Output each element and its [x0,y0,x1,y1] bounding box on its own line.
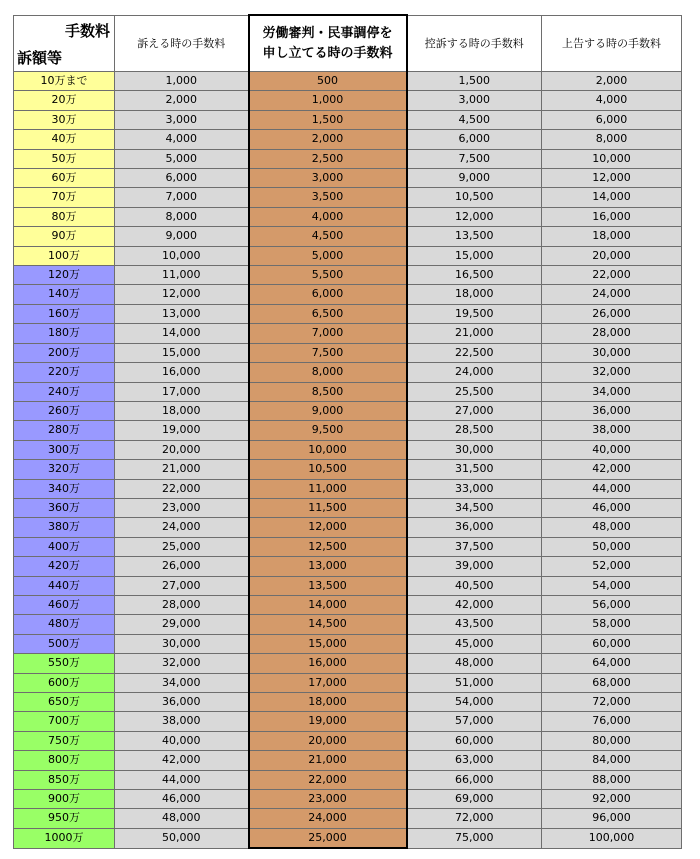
final-appeal-fee-cell: 32,000 [542,363,682,382]
final-appeal-fee-cell: 72,000 [542,693,682,712]
table-row [14,654,682,673]
final-appeal-fee-cell: 30,000 [542,343,682,362]
fee-table-container [13,14,682,849]
tribunal-fee-cell: 14,000 [249,595,407,614]
tribunal-fee-cell: 21,000 [249,751,407,770]
table-row [14,363,682,382]
sue-fee-cell: 20,000 [115,440,249,459]
final-appeal-fee-cell: 76,000 [542,712,682,731]
table-row [14,110,682,129]
table-row [14,440,682,459]
sue-fee-cell: 30,000 [115,634,249,653]
table-row [14,169,682,188]
sue-fee-cell: 13,000 [115,304,249,323]
amount-cell: 40万 [14,130,115,149]
tribunal-fee-cell: 8,000 [249,363,407,382]
sue-fee-cell: 27,000 [115,576,249,595]
sue-fee-cell: 18,000 [115,401,249,420]
amount-cell: 60万 [14,169,115,188]
table-row [14,615,682,634]
appeal-fee-cell: 6,000 [407,130,542,149]
amount-cell: 600万 [14,673,115,692]
sue-fee-cell: 50,000 [115,828,249,848]
final-appeal-fee-cell: 6,000 [542,110,682,129]
appeal-fee-cell: 57,000 [407,712,542,731]
appeal-fee-cell: 39,000 [407,557,542,576]
final-appeal-fee-cell: 4,000 [542,91,682,110]
table-row [14,91,682,110]
amount-cell: 160万 [14,304,115,323]
amount-cell: 240万 [14,382,115,401]
final-appeal-fee-cell: 68,000 [542,673,682,692]
appeal-fee-cell: 63,000 [407,751,542,770]
final-appeal-fee-cell: 12,000 [542,169,682,188]
tribunal-fee-cell: 8,500 [249,382,407,401]
table-row [14,712,682,731]
appeal-fee-cell: 40,500 [407,576,542,595]
appeal-fee-cell: 66,000 [407,770,542,789]
final-appeal-fee-cell: 54,000 [542,576,682,595]
sue-fee-cell: 2,000 [115,91,249,110]
appeal-fee-cell: 72,000 [407,809,542,828]
appeal-fee-cell: 45,000 [407,634,542,653]
table-row [14,304,682,323]
amount-cell: 320万 [14,460,115,479]
final-appeal-fee-cell: 84,000 [542,751,682,770]
final-appeal-fee-cell: 14,000 [542,188,682,207]
final-appeal-fee-cell: 42,000 [542,460,682,479]
tribunal-fee-cell: 9,500 [249,421,407,440]
sue-fee-cell: 23,000 [115,498,249,517]
appeal-fee-cell: 25,500 [407,382,542,401]
appeal-fee-cell: 9,000 [407,169,542,188]
tribunal-fee-cell: 6,500 [249,304,407,323]
amount-cell: 460万 [14,595,115,614]
table-row [14,731,682,750]
tribunal-fee-cell: 7,000 [249,324,407,343]
amount-cell: 950万 [14,809,115,828]
table-row [14,557,682,576]
appeal-fee-cell: 18,000 [407,285,542,304]
appeal-fee-cell: 24,000 [407,363,542,382]
amount-cell: 70万 [14,188,115,207]
amount-cell: 280万 [14,421,115,440]
corner-header-fee-label: 手数料 [64,21,110,40]
amount-cell: 260万 [14,401,115,420]
table-row [14,246,682,265]
amount-cell: 180万 [14,324,115,343]
amount-cell: 90万 [14,227,115,246]
corner-header-amount-label: 訴額等 [17,49,63,67]
tribunal-fee-cell: 6,000 [249,285,407,304]
amount-cell: 650万 [14,693,115,712]
tribunal-fee-cell: 500 [249,72,407,91]
final-appeal-fee-cell: 40,000 [542,440,682,459]
final-appeal-fee-cell: 48,000 [542,518,682,537]
amount-cell: 340万 [14,479,115,498]
sue-fee-cell: 34,000 [115,673,249,692]
tribunal-fee-cell: 1,000 [249,91,407,110]
appeal-fee-cell: 54,000 [407,693,542,712]
table-row [14,382,682,401]
tribunal-fee-cell: 1,500 [249,110,407,129]
table-row [14,460,682,479]
final-appeal-fee-cell: 88,000 [542,770,682,789]
amount-cell: 1000万 [14,828,115,848]
amount-cell: 20万 [14,91,115,110]
table-row [14,809,682,828]
appeal-fee-cell: 1,500 [407,72,542,91]
final-appeal-fee-cell: 24,000 [542,285,682,304]
table-row [14,207,682,226]
tribunal-fee-cell: 14,500 [249,615,407,634]
tribunal-fee-cell: 3,000 [249,169,407,188]
corner-header-cell [14,15,115,72]
table-row [14,790,682,809]
appeal-fee-cell: 75,000 [407,828,542,848]
column-header-tribunal-line1: 労働審判・民事調停を [262,25,393,41]
tribunal-fee-cell: 2,000 [249,130,407,149]
appeal-fee-cell: 10,500 [407,188,542,207]
final-appeal-fee-cell: 20,000 [542,246,682,265]
final-appeal-fee-cell: 8,000 [542,130,682,149]
appeal-fee-cell: 19,500 [407,304,542,323]
tribunal-fee-cell: 10,500 [249,460,407,479]
sue-fee-cell: 22,000 [115,479,249,498]
appeal-fee-cell: 28,500 [407,421,542,440]
appeal-fee-cell: 34,500 [407,498,542,517]
sue-fee-cell: 36,000 [115,693,249,712]
table-row [14,149,682,168]
tribunal-fee-cell: 4,500 [249,227,407,246]
sue-fee-cell: 15,000 [115,343,249,362]
appeal-fee-cell: 27,000 [407,401,542,420]
tribunal-fee-cell: 20,000 [249,731,407,750]
table-row [14,421,682,440]
amount-cell: 300万 [14,440,115,459]
appeal-fee-cell: 37,500 [407,537,542,556]
tribunal-fee-cell: 18,000 [249,693,407,712]
appeal-fee-cell: 4,500 [407,110,542,129]
appeal-fee-cell: 16,500 [407,266,542,285]
amount-cell: 120万 [14,266,115,285]
tribunal-fee-cell: 5,000 [249,246,407,265]
amount-cell: 480万 [14,615,115,634]
table-row [14,537,682,556]
final-appeal-fee-cell: 28,000 [542,324,682,343]
amount-cell: 500万 [14,634,115,653]
sue-fee-cell: 24,000 [115,518,249,537]
amount-cell: 380万 [14,518,115,537]
sue-fee-cell: 5,000 [115,149,249,168]
column-header-sue: 訴える時の手数料 [115,15,249,72]
appeal-fee-cell: 22,500 [407,343,542,362]
sue-fee-cell: 29,000 [115,615,249,634]
table-row [14,479,682,498]
tribunal-fee-cell: 17,000 [249,673,407,692]
appeal-fee-cell: 69,000 [407,790,542,809]
sue-fee-cell: 14,000 [115,324,249,343]
sue-fee-cell: 26,000 [115,557,249,576]
tribunal-fee-cell: 9,000 [249,401,407,420]
tribunal-fee-cell: 11,000 [249,479,407,498]
table-row [14,130,682,149]
final-appeal-fee-cell: 10,000 [542,149,682,168]
final-appeal-fee-cell: 50,000 [542,537,682,556]
table-row [14,634,682,653]
table-row [14,576,682,595]
table-row [14,227,682,246]
amount-cell: 140万 [14,285,115,304]
sue-fee-cell: 4,000 [115,130,249,149]
appeal-fee-cell: 30,000 [407,440,542,459]
final-appeal-fee-cell: 96,000 [542,809,682,828]
tribunal-fee-cell: 3,500 [249,188,407,207]
sue-fee-cell: 25,000 [115,537,249,556]
column-header-tribunal [249,15,407,72]
appeal-fee-cell: 36,000 [407,518,542,537]
table-row [14,751,682,770]
final-appeal-fee-cell: 92,000 [542,790,682,809]
final-appeal-fee-cell: 38,000 [542,421,682,440]
final-appeal-fee-cell: 64,000 [542,654,682,673]
tribunal-fee-cell: 11,500 [249,498,407,517]
sue-fee-cell: 40,000 [115,731,249,750]
final-appeal-fee-cell: 34,000 [542,382,682,401]
amount-cell: 50万 [14,149,115,168]
tribunal-fee-cell: 5,500 [249,266,407,285]
tribunal-fee-cell: 24,000 [249,809,407,828]
appeal-fee-cell: 31,500 [407,460,542,479]
sue-fee-cell: 3,000 [115,110,249,129]
final-appeal-fee-cell: 56,000 [542,595,682,614]
tribunal-fee-cell: 25,000 [249,828,407,848]
final-appeal-fee-cell: 46,000 [542,498,682,517]
table-row [14,188,682,207]
table-row [14,266,682,285]
final-appeal-fee-cell: 100,000 [542,828,682,848]
final-appeal-fee-cell: 18,000 [542,227,682,246]
fee-table-body [14,72,682,849]
tribunal-fee-cell: 22,000 [249,770,407,789]
amount-cell: 800万 [14,751,115,770]
table-row [14,828,682,848]
sue-fee-cell: 38,000 [115,712,249,731]
appeal-fee-cell: 43,500 [407,615,542,634]
sue-fee-cell: 8,000 [115,207,249,226]
column-header-final-appeal: 上告する時の手数料 [542,15,682,72]
table-row [14,324,682,343]
table-row [14,401,682,420]
table-row [14,595,682,614]
appeal-fee-cell: 33,000 [407,479,542,498]
column-header-tribunal-line2: 申し立てる時の手数料 [262,45,393,61]
amount-cell: 900万 [14,790,115,809]
tribunal-fee-cell: 16,000 [249,654,407,673]
amount-cell: 850万 [14,770,115,789]
sue-fee-cell: 10,000 [115,246,249,265]
table-row [14,673,682,692]
appeal-fee-cell: 13,500 [407,227,542,246]
sue-fee-cell: 32,000 [115,654,249,673]
sue-fee-cell: 19,000 [115,421,249,440]
tribunal-fee-cell: 4,000 [249,207,407,226]
sue-fee-cell: 28,000 [115,595,249,614]
sue-fee-cell: 48,000 [115,809,249,828]
sue-fee-cell: 44,000 [115,770,249,789]
tribunal-fee-cell: 23,000 [249,790,407,809]
table-row [14,693,682,712]
table-row [14,518,682,537]
tribunal-fee-cell: 19,000 [249,712,407,731]
amount-cell: 700万 [14,712,115,731]
final-appeal-fee-cell: 58,000 [542,615,682,634]
court-fee-table [13,14,682,849]
amount-cell: 80万 [14,207,115,226]
amount-cell: 360万 [14,498,115,517]
header-row [14,15,682,72]
sue-fee-cell: 46,000 [115,790,249,809]
amount-cell: 220万 [14,363,115,382]
sue-fee-cell: 12,000 [115,285,249,304]
sue-fee-cell: 42,000 [115,751,249,770]
final-appeal-fee-cell: 44,000 [542,479,682,498]
appeal-fee-cell: 42,000 [407,595,542,614]
tribunal-fee-cell: 2,500 [249,149,407,168]
amount-cell: 200万 [14,343,115,362]
tribunal-fee-cell: 13,000 [249,557,407,576]
column-header-appeal: 控訴する時の手数料 [407,15,542,72]
final-appeal-fee-cell: 36,000 [542,401,682,420]
table-row [14,770,682,789]
sue-fee-cell: 7,000 [115,188,249,207]
sue-fee-cell: 1,000 [115,72,249,91]
final-appeal-fee-cell: 16,000 [542,207,682,226]
sue-fee-cell: 9,000 [115,227,249,246]
sue-fee-cell: 17,000 [115,382,249,401]
table-row [14,498,682,517]
final-appeal-fee-cell: 22,000 [542,266,682,285]
appeal-fee-cell: 21,000 [407,324,542,343]
tribunal-fee-cell: 12,000 [249,518,407,537]
amount-cell: 420万 [14,557,115,576]
amount-cell: 750万 [14,731,115,750]
amount-cell: 100万 [14,246,115,265]
sue-fee-cell: 21,000 [115,460,249,479]
tribunal-fee-cell: 7,500 [249,343,407,362]
final-appeal-fee-cell: 2,000 [542,72,682,91]
appeal-fee-cell: 60,000 [407,731,542,750]
sue-fee-cell: 11,000 [115,266,249,285]
appeal-fee-cell: 3,000 [407,91,542,110]
amount-cell: 30万 [14,110,115,129]
appeal-fee-cell: 12,000 [407,207,542,226]
final-appeal-fee-cell: 26,000 [542,304,682,323]
tribunal-fee-cell: 15,000 [249,634,407,653]
final-appeal-fee-cell: 52,000 [542,557,682,576]
final-appeal-fee-cell: 80,000 [542,731,682,750]
table-row [14,72,682,91]
appeal-fee-cell: 15,000 [407,246,542,265]
table-row [14,285,682,304]
sue-fee-cell: 6,000 [115,169,249,188]
amount-cell: 550万 [14,654,115,673]
tribunal-fee-cell: 12,500 [249,537,407,556]
amount-cell: 400万 [14,537,115,556]
tribunal-fee-cell: 10,000 [249,440,407,459]
final-appeal-fee-cell: 60,000 [542,634,682,653]
amount-cell: 440万 [14,576,115,595]
appeal-fee-cell: 48,000 [407,654,542,673]
table-row [14,343,682,362]
appeal-fee-cell: 51,000 [407,673,542,692]
tribunal-fee-cell: 13,500 [249,576,407,595]
sue-fee-cell: 16,000 [115,363,249,382]
amount-cell: 10万まで [14,72,115,91]
appeal-fee-cell: 7,500 [407,149,542,168]
